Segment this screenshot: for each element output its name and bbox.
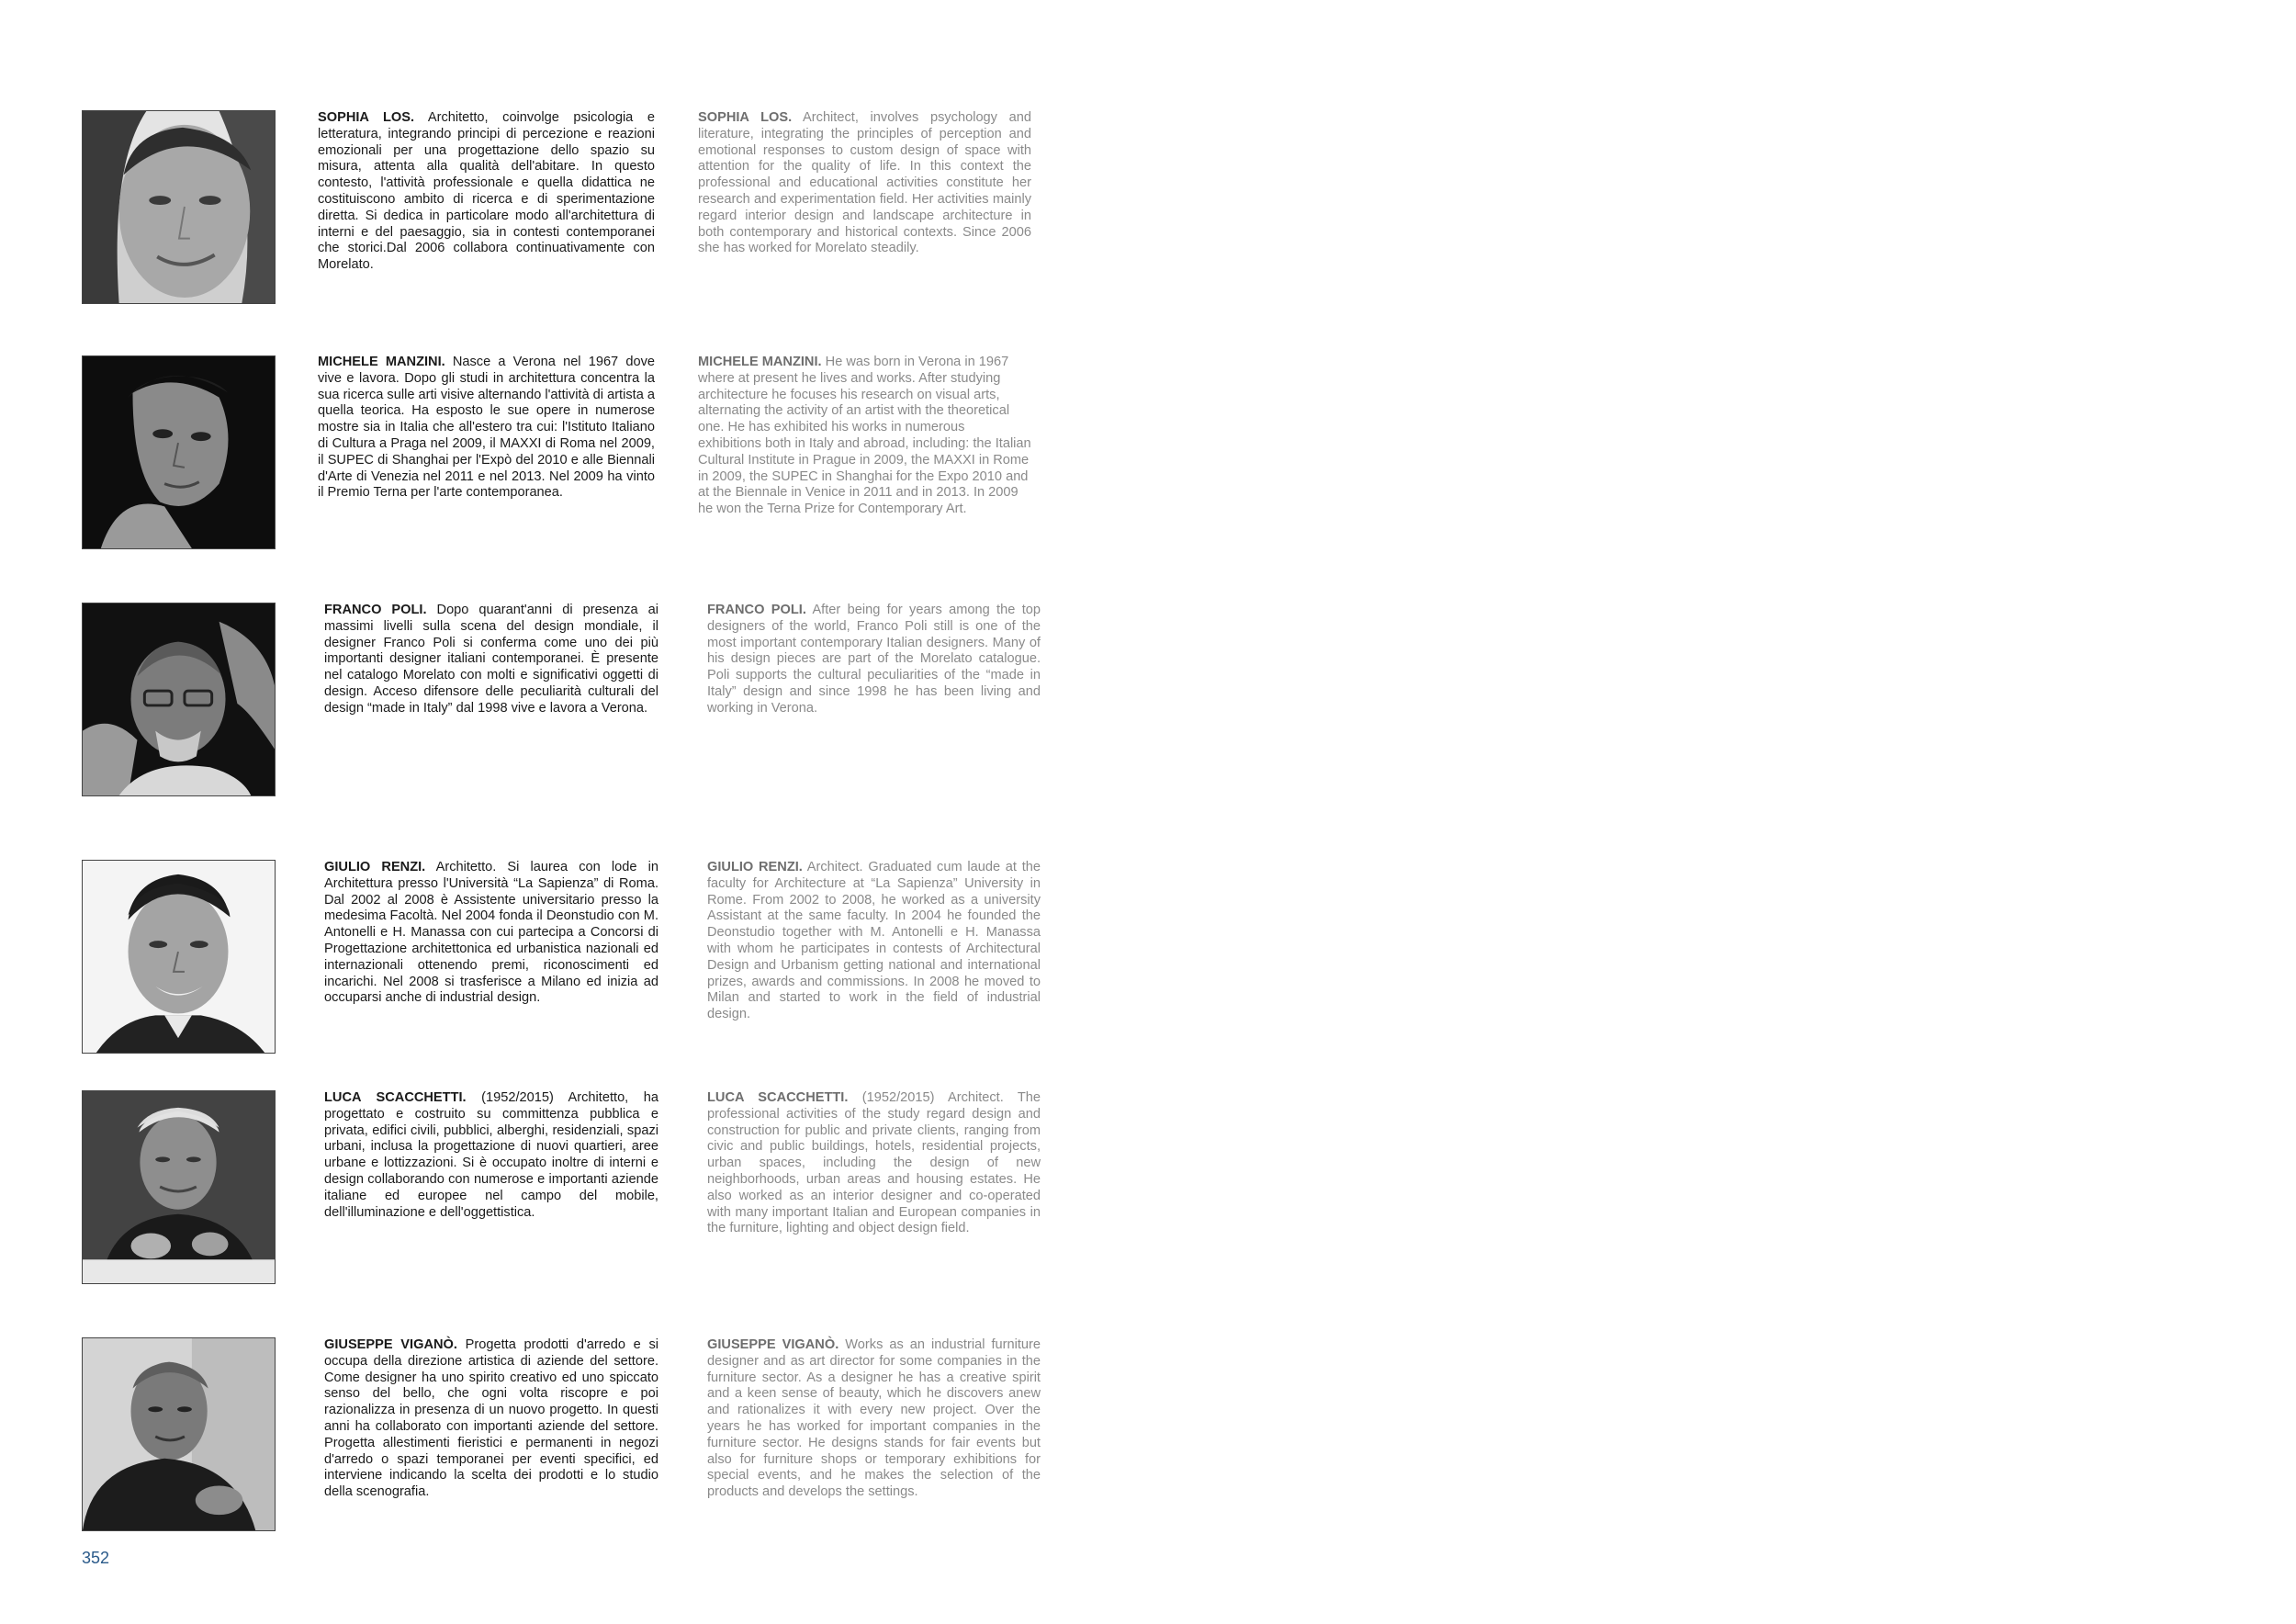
bio-body-english: Works as an industrial furniture designer and as art director for some companies in the furniture sector. As a designer he has a creative spirit and a keen sense of beauty, which he discovers anew and rationalizes it with every new project. Over the years he has worked for important companies in the furniture sector. He designs stands for fair events but also for furniture shops or temporary exhibitions for special events, and he makes the selection of the products and develops the settings.: [707, 1337, 1041, 1500]
bio-body-italian: Dopo quarant'anni di presenza ai massimi livelli sulla scena del design mondiale, il designer Franco Poli si conferma come uno dei più importanti designer italiani contemporanei. È presente nel catalogo Morelato con molti e significativi oggetti di design. Acceso difensore delle peculiarità culturali del design “made in Italy” dal 1998 vive e lavora a Verona.: [324, 603, 659, 716]
bio-name-italian: GIUSEPPE VIGANÒ.: [324, 1337, 457, 1352]
bio-name-italian: GIULIO RENZI.: [324, 860, 426, 874]
bio-text-english: [707, 860, 1041, 1023]
bio-name-english: LUCA SCACCHETTI.: [707, 1090, 849, 1105]
bio-body-english: He was born in Verona in 1967 where at present he lives and works. After studying architecture he focuses his research on visual arts, alternating the activity of an artist with the theoretical one. He has exhibited his works in numerous exhibitions both in Italy and abroad, including: the Italian Cultural Institute in Prague in 2009, the MAXXI in Rome in 2009, the SUPEC in Shanghai for the Expo 2010 and at the Biennale in Venice in 2011 and in 2013. In 2009 he won the Terna Prize for Contemporary Art.: [698, 355, 1031, 517]
bio-text-italian: [324, 860, 658, 1007]
portrait-photo-sophia-los: [82, 110, 276, 304]
bio-body-italian: Nasce a Verona nel 1967 dove vive e lavora. Dopo gli studi in architettura concentra la sua ricerca sulle arti visive alternando l'attività di artista a quella teorica. Ha esposto le sue opere in numerose mostre sia in Italia che all'estero tra cui: l'Istituto Italiano di Cultura a Praga nel 2009, il MAXXI di Roma nel 2009, il SUPEC di Shanghai per l'Expò del 2010 e alle Biennali d'Arte di Venezia nel 2011 e nel 2013. Nel 2009 ha vinto il Premio Terna per l'arte contemporanea.: [318, 355, 655, 501]
bio-text-italian: [324, 603, 658, 717]
bio-text-english: [698, 355, 1031, 518]
bio-text-italian: [324, 1090, 658, 1221]
bio-text-english: [698, 110, 1031, 257]
bio-name-italian: FRANCO POLI.: [324, 603, 427, 617]
bio-name-english: MICHELE MANZINI.: [698, 355, 822, 369]
bio-text-english: [707, 1337, 1041, 1501]
portrait-photo-giuseppe-vigano: [82, 1337, 276, 1531]
bio-body-italian: Architetto, coinvolge psicologia e letteratura, integrando principi di percezione e reazioni emozionali per una progettazione dello spazio su misura, attenta alla qualità dell'abitare. In questo contesto, l'attività professionale e quella didattica ne costituiscono ambito di ricerca e di sperimentazione diretta. Si dedica in particolare modo all'architettura di interni e del paesaggio, sia in contesti contemporanei che storici.Dal 2006 collabora continuativamente con Morelato.: [318, 110, 656, 273]
bio-text-italian: [324, 1337, 658, 1501]
bio-name-english: GIUSEPPE VIGANÒ.: [707, 1337, 839, 1352]
bio-name-italian: LUCA SCACCHETTI.: [324, 1090, 467, 1105]
bio-body-italian: Architetto. Si laurea con lode in Architettura presso l'Università “La Sapienza” di Roma. Dal 2002 al 2008 è Assistente universitario presso la medesima Facoltà. Nel 2004 fonda il Deonstudio con M. Antonelli e H. Manassa con cui partecipa a Concorsi di Progettazione architettonica ed urbanistica nazionali ed internazionali ottenendo premi, riconoscimenti ed incarichi. Nel 2008 si trasferisce a Milano ed inizia ad occuparsi anche di industrial design.: [324, 860, 659, 1006]
bio-text-english: [707, 603, 1041, 717]
bio-body-english: After being for years among the top designers of the world, Franco Poli still is one of the most important contemporary Italian designers. Many of his design pieces are part of the Morelato catalogue. Poli supports the cultural peculiarities of the “made in Italy” design and since 1998 he has been living and working in Verona.: [707, 603, 1041, 716]
bio-text-english: [707, 1090, 1041, 1237]
bio-body-english: Architect, involves psychology and literature, integrating the principles of perception and emotional responses to custom design of space with attention for the quality of life. In this context the professional and educational activities constitute her research and experimentation field. Her activities mainly regard interior design and landscape architecture in both contemporary and historical contexts. Since 2006 she has worked for Morelato steadily.: [698, 110, 1032, 256]
page-number: 352: [82, 1549, 110, 1567]
bio-text-italian: [318, 355, 655, 502]
bio-name-italian: MICHELE MANZINI.: [318, 355, 445, 369]
bio-body-italian: Progetta prodotti d'arredo e si occupa della direzione artistica di aziende del settore. Come designer ha uno spirito creativo ed uno spiccato senso del bello, che ogni volta riscopre e poi razionalizza in presenza di un nuovo progetto. In questi anni ha collaborato con importanti aziende del settore. Progetta allestimenti fieristici e permanenti in negozi d'arredo o spazi temporanei per eventi specifici, ed interviene indicando la scelta dei prodotti e lo studio della scenografia.: [324, 1337, 658, 1500]
portrait-photo-giulio-renzi: [82, 860, 276, 1054]
bio-text-italian: [318, 110, 655, 274]
portrait-photo-franco-poli: [82, 603, 276, 796]
bio-name-english: GIULIO RENZI.: [707, 860, 803, 874]
bio-body-english: (1952/2015) Architect. The professional activities of the study regard design and construction for public and private clients, ranging from civic and public buildings, hotels, residential projects, urban spaces, including the design of new neighborhoods, urban areas and housing estates. He also worked as an interior designer and co-operated with many important Italian and European companies in the furniture, lighting and object design field.: [707, 1090, 1041, 1236]
portrait-photo-michele-manzini: [82, 355, 276, 549]
bio-name-italian: SOPHIA LOS.: [318, 110, 415, 125]
portrait-photo-luca-scacchetti: [82, 1090, 276, 1284]
bio-name-english: SOPHIA LOS.: [698, 110, 793, 125]
bio-body-english: Architect. Graduated cum laude at the faculty for Architecture at “La Sapienza” University in Rome. From 2002 to 2008, he worked as a university Assistant at the same faculty. In 2004 he founded the Deonstudio together with M. Antonelli e H. Manassa with whom he participates in contests of Architectural Design and Urbanism getting national and international prizes, awards and commissions. In 2008 he moved to Milan and started to work in the field of industrial design.: [707, 860, 1041, 1022]
bio-body-italian: (1952/2015) Architetto, ha progettato e costruito su committenza pubblica e privata, edifici civili, pubblici, alberghi, residenziali, spazi urbani, inclusa la progettazione di nuovi quartieri, aree urbane e lottizzazioni. Si è occupato inoltre di interni e design collaborando con numerose e importanti aziende italiane ed europee nel campo del mobile, dell'illuminazione e dell'oggettistica.: [324, 1090, 658, 1220]
bio-name-english: FRANCO POLI.: [707, 603, 806, 617]
